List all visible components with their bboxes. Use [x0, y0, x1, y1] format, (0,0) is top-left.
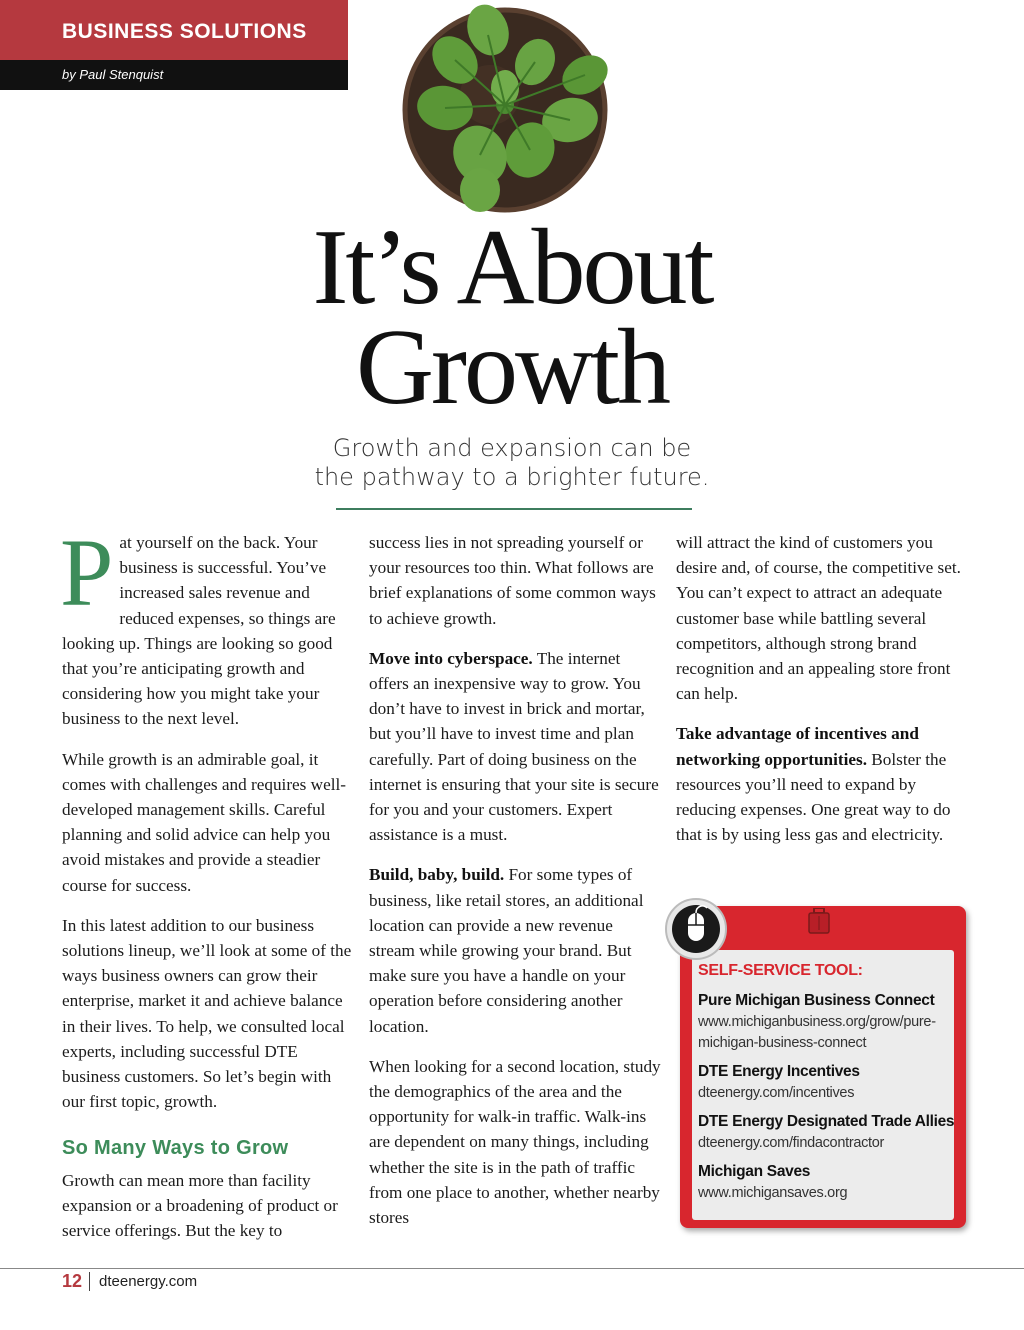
paragraph: Growth can mean more than facility expansion or a broadening of product or service offerings. But the key to [62, 1170, 338, 1241]
article-column-2 [369, 530, 661, 1230]
tool-item-url[interactable]: dteenergy.com/findacontractor [698, 1135, 885, 1151]
subtitle-divider [336, 508, 692, 510]
subtitle-line-1: Growth and expansion can be [332, 434, 692, 462]
paragraph-lead: Build, baby, build. [369, 865, 505, 885]
paragraph: In this latest addition to our business solutions lineup, we’ll look at some of the ways business owners can grow their enterprise, market it and achieve balance in their lives. To help, we consulted local experts, including successful DTE business customers. So let’s begin with our first topic, growth. [62, 915, 352, 1112]
briefcase-icon [808, 908, 830, 934]
paragraph-body: The internet offers an inexpensive way to grow. You don’t have to invest in brick and mortar, but you’ll have to invest time and plan carefully. Part of doing business on the internet is ensuring that your site is secure for you and your customers. Expert assistance is a must. [369, 648, 659, 845]
article-column-1 [60, 519, 352, 1243]
tool-item [698, 990, 958, 1054]
paragraph [369, 646, 661, 848]
tool-item [698, 1161, 958, 1204]
footer-separator [89, 1272, 90, 1291]
tool-item-name: Michigan Saves [698, 1163, 811, 1180]
paragraph-lead: Take advantage of incentives and networking opportunities. [676, 724, 919, 769]
paragraph [369, 862, 661, 1038]
page-number: 12 [62, 1271, 83, 1291]
section-label: BUSINESS SOLUTIONS [62, 20, 307, 43]
tool-item-name: DTE Energy Designated Trade Allies [698, 1113, 955, 1130]
self-service-tool-title: SELF-SERVICE TOOL: [698, 962, 863, 979]
paragraph-body: For some types of business, like retail stores, an additional location can provide a new revenue stream while growing your brand. But make sure you have a handle on your operation before considering another location. [369, 865, 644, 1036]
footer-website[interactable]: dteenergy.com [99, 1273, 198, 1290]
headline-line-2: Growth [356, 308, 668, 427]
tool-item-name: Pure Michigan Business Connect [698, 992, 935, 1009]
paragraph-body: Bolster the resources you’ll need to expand by reducing expenses. One great way to do that is by using less gas and electricity. [676, 749, 951, 845]
paragraph [676, 721, 968, 847]
paragraph: will attract the kind of customers you desire and, of course, the competitive set. You can’t expect to attract an adequate customer base while battling several competitors, although strong brand recognition and an appealing store front can help. [676, 533, 961, 704]
tool-item [698, 1111, 958, 1154]
paragraph: at yourself on the back. Your business is successful. You’ve increased sales revenue and reduced expenses, so things are looking up. Things are looking so good that you’re anticipating growth and considering how you might take your business to the next level. [62, 533, 336, 729]
paragraph: When looking for a second location, study the demographics of the area and the opportunity for walk-in traffic. Walk-ins are dependent on many things, including whether the site is in the path of traffic from one place to another, whether nearby stores [369, 1056, 661, 1228]
byline: by Paul Stenquist [62, 67, 164, 82]
tool-item-url[interactable]: www.michigansaves.org [698, 1185, 848, 1201]
computer-mouse-icon [663, 896, 729, 962]
paragraph-lead: Move into cyberspace. [369, 648, 533, 668]
paragraph: success lies in not spreading yourself or your resources too thin. What follows are brief explanations of some common ways to achieve growth. [369, 533, 656, 628]
headline-line-1: It’s About [312, 208, 712, 327]
drop-cap: P [60, 519, 114, 626]
footer-divider [0, 1268, 1024, 1269]
article-column-3 [676, 530, 968, 847]
self-service-tool-list [698, 990, 958, 1211]
tool-item-url[interactable]: www.michiganbusiness.org/grow/pure-michigan-business-connect [698, 1014, 936, 1051]
potted-plant-icon [380, 0, 630, 225]
section-heading: So Many Ways to Grow [62, 1137, 289, 1160]
paragraph: While growth is an admirable goal, it comes with challenges and requires well-developed management skills. Careful planning and solid advice can help you avoid mistakes and provide a steadier course for success. [62, 749, 346, 895]
tool-item-url[interactable]: dteenergy.com/incentives [698, 1085, 855, 1101]
byline-bar [0, 60, 348, 90]
subtitle-line-2: the pathway to a brighter future. [314, 463, 710, 491]
tool-item-name: DTE Energy Incentives [698, 1063, 860, 1080]
tool-item [698, 1061, 958, 1104]
